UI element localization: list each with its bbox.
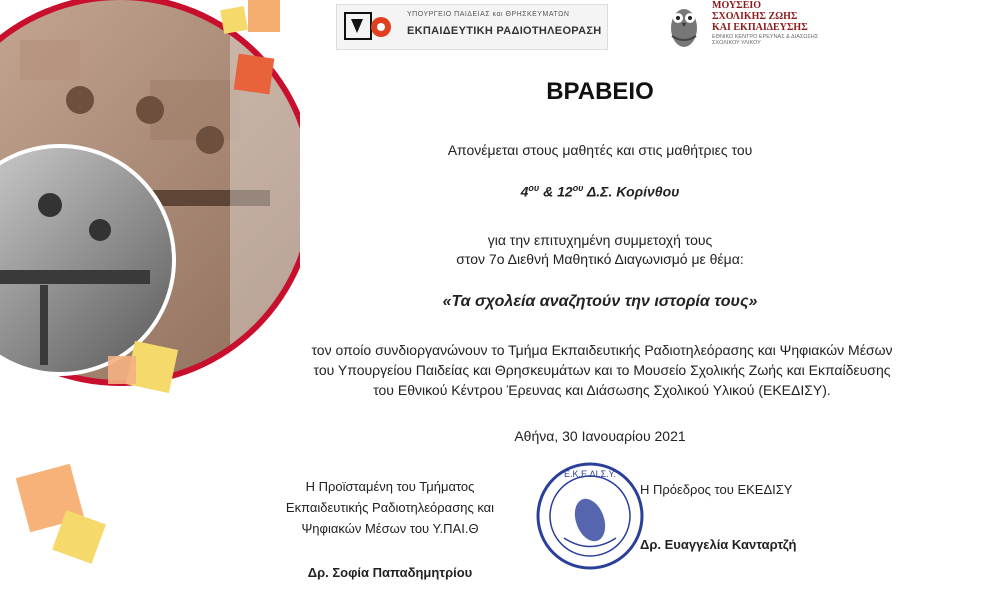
edutv-logo — [336, 4, 608, 50]
certificate-title: ΒΡΑΒΕΙΟ — [546, 78, 654, 105]
museum-line2: ΣΧΟΛΙΚΗΣ ΖΩΗΣ — [712, 11, 798, 22]
edutv-ministry-text: ΥΠΟΥΡΓΕΙΟ ΠΑΙΔΕΙΑΣ και ΘΡΗΣΚΕΥΜΑΤΩΝ — [407, 11, 570, 18]
deco-square-yellow — [220, 6, 248, 34]
decorative-squares — [0, 440, 120, 597]
left-role-line-1: Η Προϊσταμένη του Τμήματος — [305, 479, 475, 494]
museum-line3: ΚΑΙ ΕΚΠΑΙΔΕΥΣΗΣ — [712, 22, 808, 33]
deco-square-peach — [108, 356, 136, 384]
organizers-line-3: του Εθνικού Κέντρου Έρευνας και Διάσωσης Σχολικού Υλικού (ΕΚΕΔΙΣΥ). — [373, 382, 831, 398]
museum-line1: ΜΟΥΣΕΙΟ — [712, 0, 762, 11]
deco-square-orange — [248, 0, 280, 32]
left-signer-name: Δρ. Σοφία Παπαδημητρίου — [307, 565, 473, 580]
museum-subline: ΕΘΝΙΚΟ ΚΕΝΤΡΟ ΕΡΕΥΝΑΣ & ΔΙΑΣΩΣΗΣ ΣΧΟΛΙΚΟΥ ΥΛΙΚΟΥ — [712, 34, 819, 46]
right-signer-name: Δρ. Ευαγγελία Κανταρτζή — [640, 537, 797, 552]
left-role-line-3: Ψηφιακών Μέσων του Υ.ΠΑΙ.Θ — [301, 521, 479, 536]
owl-icon — [666, 2, 702, 50]
edutv-name-text: ΕΚΠΑΙΔΕΥΤΙΚΗ ΡΑΔΙΟΤΗΛΕΟΡΑΣΗ — [407, 25, 602, 37]
signature-left — [250, 476, 530, 583]
left-role-line-2: Εκπαιδευτικής Ραδιοτηλεόρασης και — [285, 500, 495, 515]
official-stamp — [534, 460, 646, 572]
awarded-line: Απονέμεται στους μαθητές και στις μαθήτριες του — [447, 142, 753, 158]
edutv-mark-icon — [343, 9, 395, 45]
organizers-line-2: του Υπουργείου Παιδείας και Θρησκευμάτων και το Μουσείο Σχολικής Ζωής και Εκπαίδευσης — [313, 362, 891, 378]
competition-theme: «Τα σχολεία αναζητούν την ιστορία τους» — [442, 293, 758, 310]
date-line: Αθήνα, 30 Ιανουαρίου 2021 — [514, 428, 686, 444]
participation-line-1: για την επιτυχημένη συμμετοχή τους — [487, 232, 713, 248]
deco-square-red — [234, 54, 275, 95]
school-name: $4^{o\upsilon}$ & $12^{o\upsilon}$ Δ.Σ. Κορίνθου — [520, 183, 680, 200]
participation-line-2: στον 7ο Διεθνή Μαθητικό Διαγωνισμό με θέμα: — [456, 251, 744, 267]
organizers-line-1: τον οποίο συνδιοργανώνουν το Τμήμα Εκπαιδευτικής Ραδιοτηλεόρασης και Ψηφιακών Μέσων — [311, 342, 893, 358]
stamp-text: Ε.Κ.Ε.ΔΙ.Σ.Υ. — [564, 469, 616, 479]
museum-logo — [662, 0, 842, 52]
signature-right — [640, 482, 860, 552]
right-role: Η Πρόεδρος του ΕΚΕΔΙΣΥ — [640, 482, 793, 497]
